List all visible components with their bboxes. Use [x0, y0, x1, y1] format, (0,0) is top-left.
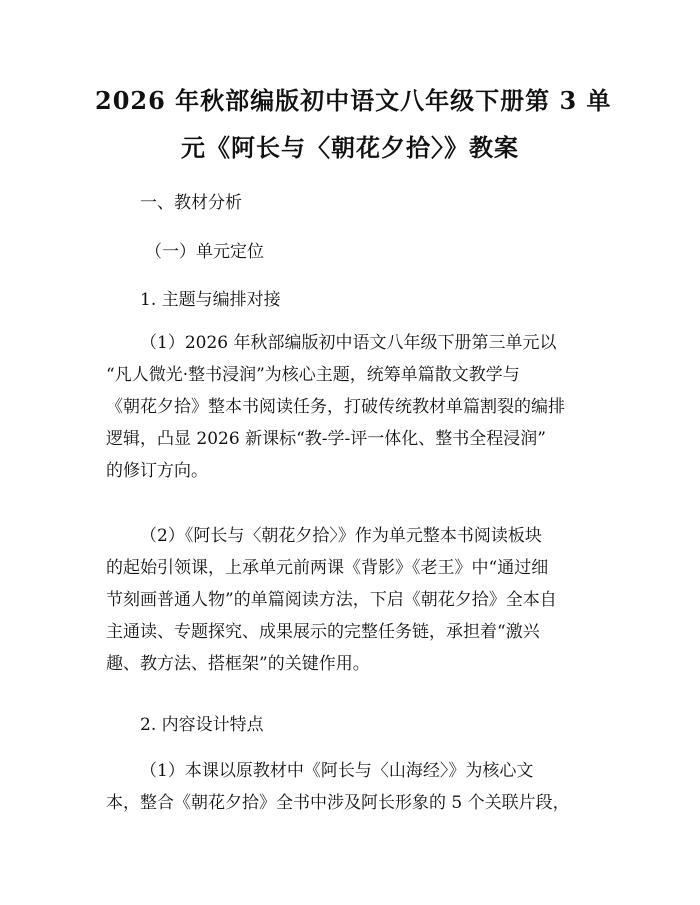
paragraph-1-line: 的修订方向。 — [106, 461, 208, 481]
paragraph-1-line: 《朝花夕拾》整本书阅读任务，打破传统教材单篇割裂的编排 — [106, 397, 565, 417]
document-title-line-2: 元《阿长与〈朝花夕拾〉》教案 — [181, 133, 519, 162]
paragraph-1-line: “凡人微光·整书浸润”为核心主题，统筹单篇散文教学与 — [106, 365, 520, 385]
subsection-heading-unit-positioning: （一）单元定位 — [145, 242, 264, 262]
paragraph-2-line: 节刻画普通人物”的单篇阅读方法，下启《朝花夕拾》全本自 — [106, 590, 557, 610]
paragraph-1-line: （1）2026 年秋部编版初中语文八年级下册第三单元以 — [140, 333, 557, 353]
section-heading-teaching-material-analysis: 一、教材分析 — [140, 193, 242, 213]
paragraph-2 — [106, 520, 598, 680]
paragraph-2-line: （2）《阿长与〈朝花夕拾〉》作为单元整本书阅读板块 — [140, 526, 542, 546]
paragraph-2-line: 主通读、专题探究、成果展示的完整任务链，承担着“激兴 — [106, 622, 540, 642]
paragraph-1-line: 逻辑，凸显 2026 新课标“教-学-评一体化、整书全程浸润” — [106, 429, 546, 449]
subsection-heading-theme-and-arrangement: 1. 主题与编排对接 — [140, 290, 281, 310]
paragraph-3-line: （1）本课以原教材中《阿长与〈山海经〉》为核心文 — [140, 761, 534, 781]
paragraph-1 — [106, 327, 598, 487]
paragraph-3 — [106, 755, 598, 819]
paragraph-3-line: 本，整合《朝花夕拾》全书中涉及阿长形象的 5 个关联片段， — [106, 793, 570, 813]
subsection-heading-content-design: 2. 内容设计特点 — [140, 715, 264, 735]
document-title-line-1: 2026 年秋部编版初中语文八年级下册第 3 单 — [95, 86, 612, 115]
paragraph-2-line: 的起始引领课，上承单元前两课《背影》《老王》中“通过细 — [106, 558, 549, 578]
paragraph-2-line: 趣、教方法、搭框架”的关键作用。 — [106, 654, 370, 674]
